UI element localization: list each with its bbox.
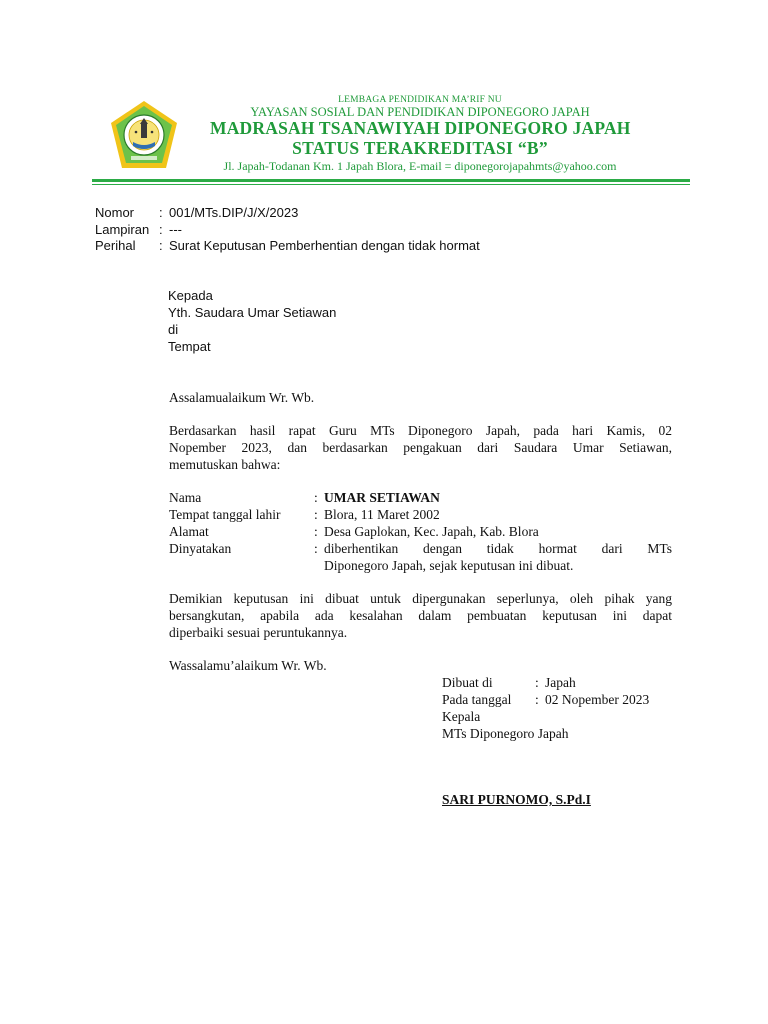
alamat-value: Desa Gaplokan, Kec. Japah, Kab. Blora (324, 524, 539, 539)
dinyatakan-label: Dinyatakan (169, 541, 232, 556)
letterhead-rule-thin (92, 184, 690, 185)
address-di: di (168, 322, 179, 337)
address-tempat: Tempat (168, 339, 211, 354)
dibuat-label: Dibuat di (442, 675, 493, 690)
greeting: Assalamualaikum Wr. Wb. (169, 390, 315, 405)
letterhead-institution: LEMBAGA PENDIDIKAN MA’RIF NU (338, 95, 502, 105)
dinyatakan-line-1: diberhentikan dengan tidak hormat dari MTs (324, 541, 672, 556)
nama-label: Nama (169, 490, 202, 505)
lampiran-label: Lampiran (95, 222, 150, 237)
letterhead-foundation: YAYASAN SOSIAL DAN PENDIDIKAN DIPONEGORO JAPAH (250, 105, 590, 119)
nama-value: UMAR SETIAWAN (324, 490, 440, 505)
letterhead-accreditation: STATUS TERAKREDITASI “B” (292, 138, 548, 158)
nomor-colon: : (159, 205, 163, 220)
letterhead-school-name: MADRASAH TSANAWIYAH DIPONEGORO JAPAH (210, 118, 631, 138)
perihal-label: Perihal (95, 238, 136, 253)
nomor-label: Nomor (95, 205, 135, 220)
closing-line-1: Demikian keputusan ini dibuat untuk dipergunakan seperlunya, oleh pihak yang (169, 591, 672, 606)
intro-line-1: Berdasarkan hasil rapat Guru MTs Diponegoro Japah, pada hari Kamis, 02 (169, 423, 672, 438)
intro-line-2: Nopember 2023, dan berdasarkan pengakuan dari Saudara Umar Setiawan, (169, 440, 672, 455)
alamat-colon: : (314, 524, 318, 539)
closing-line-3: diperbaiki sesuai peruntukannya. (169, 625, 348, 640)
perihal-colon: : (159, 238, 163, 253)
signer-institution: MTs Diponegoro Japah (442, 726, 569, 741)
tanggal-label: Pada tanggal (442, 692, 512, 707)
ttl-label: Tempat tanggal lahir (169, 507, 281, 522)
letterhead-rule-thick (92, 179, 690, 182)
signer-position: Kepala (442, 709, 481, 724)
dibuat-colon: : (535, 675, 539, 690)
closing-line-2: bersangkutan, apabila ada kesalahan dalam pembuatan keputusan ini dapat (169, 608, 672, 623)
address-recipient: Yth. Saudara Umar Setiawan (168, 305, 337, 320)
dinyatakan-colon: : (314, 541, 318, 556)
letterhead-address: Jl. Japah-Todanan Km. 1 Japah Blora, E-mail = diponegorojapahmts@yahoo.com (223, 159, 617, 173)
ttl-colon: : (314, 507, 318, 522)
nama-colon: : (314, 490, 318, 505)
tanggal-value: 02 Nopember 2023 (545, 692, 650, 707)
alamat-label: Alamat (169, 524, 209, 539)
address-kepada: Kepada (168, 288, 213, 303)
intro-line-3: memutuskan bahwa: (169, 457, 281, 472)
lampiran-value: --- (169, 222, 182, 237)
dibuat-value: Japah (545, 675, 576, 690)
dinyatakan-line-2: Diponegoro Japah, sejak keputusan ini dibuat. (324, 558, 574, 573)
madrasah-emblem-icon (106, 98, 182, 172)
nomor-value: 001/MTs.DIP/J/X/2023 (169, 205, 299, 220)
perihal-value: Surat Keputusan Pemberhentian dengan tidak hormat (169, 238, 480, 253)
lampiran-colon: : (159, 222, 163, 237)
signer-name: SARI PURNOMO, S.Pd.I (442, 792, 591, 807)
tanggal-colon: : (535, 692, 539, 707)
ttl-value: Blora, 11 Maret 2002 (324, 507, 440, 522)
farewell: Wassalamu’alaikum Wr. Wb. (169, 658, 327, 673)
